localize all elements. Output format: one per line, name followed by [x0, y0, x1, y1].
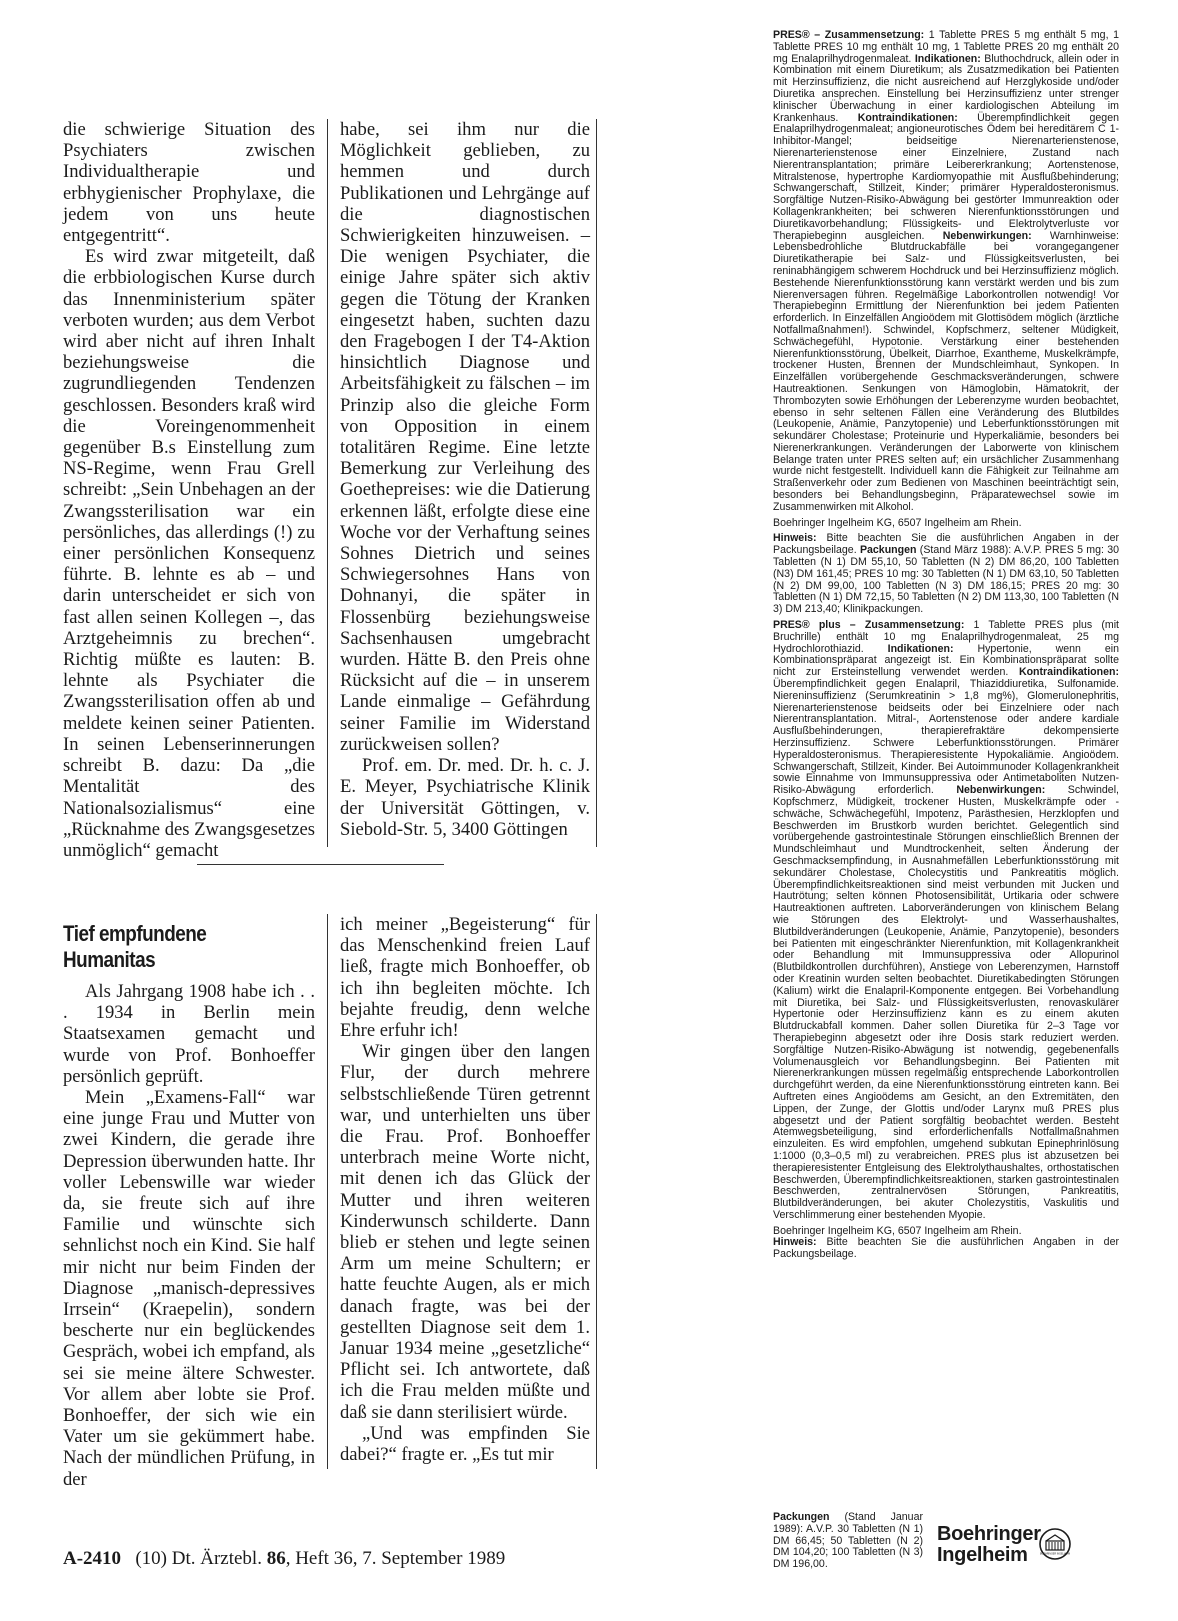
- logo-line: Ingelheim: [937, 1544, 1028, 1566]
- article2-column1: [63, 981, 315, 1490]
- pres-plus-packaging: [773, 1512, 923, 1571]
- page-footer: [63, 1548, 505, 1570]
- page-number: A-2410: [63, 1548, 122, 1569]
- issue-date: , Heft 36, 7. September 1989: [285, 1548, 506, 1569]
- pres-plus-hinweis: [773, 1237, 1119, 1261]
- packaging-label: Packungen: [773, 1511, 830, 1523]
- side-effects-label: Nebenwirkungen:: [956, 784, 1046, 797]
- journal-name: (10) Dt. Ärztebl.: [135, 1548, 262, 1569]
- indications-label: Indikationen:: [914, 52, 981, 65]
- pres-composition-label: PRES® – Zusammensetzung:: [773, 29, 925, 41]
- contraindications-text: Überempfindlichkeit gegen Enalaprilhydrogenmaleat; angioneurotisches Ödem bei hereditärem C 1-Inhibitor-Mangel; beidseitige Nierenarterienstenose, Nierenarterienstenose einer Einzelniere, Zustand nach Nierentransplantation; primäre Leibererkrankung; Aortenstenose, Mitralstenose, hypertrophe Kardiomyopathie mit Ausflußbehinderung; Schwangerschaft, Stillzeit, Kinder; primärer Hyperaldosteronismus. Sorgfältige Nutzen-Risiko-Abwägung bei gestörter Immunreaktion oder Kollagenkrankheiten; bei schweren Nierenfunktionsstörungen und Diuretikavorbehandlung; Flüssigkeits- und Elektrolytverluste vor Therapiebeginn ausgleichen.: [773, 111, 1119, 242]
- contraindications-text: Überempfindlichkeit gegen Enalapril, Thiaziddiuretika, Sulfonamide. Niereninsuffizienz (Serumkreatinin > 1,8 mg%), Glomerulonephritis, Nierenarterienstenose beidseits oder bei Einzelniere oder nach Nierentransplantation. Mitral-, Aortenstenose oder andere kardiale Ausflußbehinderungen, therapierefraktäre dekompensierte Herzinsuffizienz. Schwere Leberfunktionsstörungen. Primärer Hyperaldosteronismus. Therapieresistente Hypokaliämie. Angioödem. Schwangerschaft, Stillzeit, Kinder. Bei Autoimmunoder Kollagenkrankheit sowie Einnahme von Immunsuppressiva oder Antimetaboliten Nutzen-Risiko-Abwägung erforderlich.: [773, 678, 1119, 797]
- paragraph: Als Jahrgang 1908 habe ich . . . 1934 in Berlin mein Staatsexamen gemacht und wurde von Prof. Bonhoeffer persönlich geprüft.: [63, 981, 315, 1087]
- paragraph: Mein „Examens-Fall“ war eine junge Frau und Mutter von zwei Kindern, die gerade ihre Depression überwunden hatte. Ihr voller Lebenswille war wieder da, sie freute sich auf ihre Familie und wünschte sich sehnlichst noch ein Kind. Sie half mir nicht nur beim Finden der Diagnose „manisch-depressives Irrsein“ (Kraepelin), sondern bescherte nur ein beglückendes Gespräch, wobei ich empfand, als sei sie meine ältere Schwester. Vor allem aber lobte sie Prof. Bonhoeffer, der sich wie ein Vater um sie gekümmert habe. Nach der mündlichen Prüfung, in der: [63, 1087, 315, 1490]
- company-emblem-icon: [1039, 1528, 1071, 1560]
- contraindications-label: Kontraindikationen:: [857, 111, 958, 124]
- hinweis-label: Hinweis:: [773, 532, 817, 545]
- logo-line: Boehringer: [937, 1523, 1041, 1545]
- boehringer-logo: [937, 1524, 1127, 1570]
- paragraph: die schwierige Situation des Psychiaters zwischen Individualtherapie und erbhygienischer Prophylaxe, die jedem von uns heute entgegentritt“.: [63, 119, 315, 247]
- pres-composition-text: 1 Tablette PRES 5 mg enthält 5 mg, 1 Tablette PRES 10 mg enthält 10 mg, 1 Tablette PRES 20 mg enthält 20 mg Enalaprilhydrogenmaleat.: [773, 29, 1119, 65]
- indications-text: Hypertonie, wenn ein Kombinationspräparat angezeigt ist. Ein Kombinationspräparat sollte nicht zur Ersteinstellung verwendet werden.: [773, 642, 1120, 679]
- hinweis-label: Hinweis:: [773, 1236, 817, 1249]
- drug-advertisement: [773, 30, 1119, 1261]
- column-divider: [327, 914, 328, 1469]
- side-effects-label: Nebenwirkungen:: [942, 229, 1032, 242]
- side-effects-text: Warnhinweise: Lebensbedrohliche Blutdruckabfälle bei vorangegangener Diuretikatherapie bei Salz- und Flüssigkeitsverlusten, bei reninabhängigem schwerem Hochdruck und bei Herzinsuffizienz möglich. Bestehende Nierenfunktionsstörung kann verstärkt werden und bis zum Nierenversagen führen. Regelmäßige Laborkontrollen notwendig! Vor Therapiebeginn Ermittlung der Nierenfunktion bei jedem Patienten erforderlich. In Einzelfällen Angioödem mit Glottisödem möglich (ärztliche Notfallmaßnahmen!). Schwindel, Kopfschmerz, seltener Müdigkeit, Schwächegefühl, Hypotonie. Verstärkung einer bestehenden Nierenfunktionsstörung, Übelkeit, Diarrhoe, Exantheme, Muskelkrämpfe, trockener Husten, Brennen der Mundschleimhaut, Synkopen. In Einzelfällen vorübergehende Geschmacksveränderungen, schwere Hautreaktionen. Senkungen von Hämoglobin, Hämatokrit, der Thrombozyten sowie Erhöhungen der Leberenzyme wurden beobachtet, ebenso in sehr seltenen Fällen eine Veränderung des Blutbildes (Leukopenie, Anämie, Panzytopenie) und Leberfunktionsstörungen mit sekundärer Cholestase; Proteinurie und Hyperkaliämie, besonders bei Nierenerkrankungen. Veränderungen der Laborwerte von klinischem Belange traten unter PRES selten auf; ein ursächlicher Zusammenhang wurde nicht festgestellt. Individuell kann die Fähigkeit zur Teilnahme am Straßenverkehr oder zum Bedienen von Maschinen beeinträchtigt sein, besonders bei Behandlungsbeginn, Präparatewechsel sowie im Zusammenwirken mit Alkohol.: [773, 229, 1119, 513]
- logo-wordmark: [937, 1524, 1041, 1566]
- article1-column2: [340, 119, 590, 840]
- column-divider: [327, 119, 328, 847]
- column-divider: [596, 914, 597, 1469]
- column-divider: [596, 119, 597, 847]
- article-heading: Tief empfundene Humanitas: [63, 921, 207, 972]
- pres-plus-composition-label: PRES® plus – Zusammensetzung:: [773, 619, 965, 632]
- paragraph: Es wird zwar mitgeteilt, daß die erbbiologischen Kurse durch das Innenministerium später verboten wurden; aus dem Verbot wird aber nicht auf ihren Inhalt beziehungsweise die zugrundliegenden Tendenzen geschlossen. Besonders kraß wird die Voreingenommenheit gegenüber B.s Einstellung zum NS-Regime, wenn Frau Grell schreibt: „Sein Unbehagen an der Zwangssterilisation war ein persönliches, das allerdings (!) zu einer persönlichen Konsequenz führte. B. lehnte es ab – und darin unterscheidet er sich von fast allen seinen Kollegen –, das Arztgeheimnis zu brechen“. Richtig müßte es lauten: B. lehnte als Psychiater die Zwangssterilisation offen ab und meldete keinen seiner Patienten. In seinen Lebenserinnerungen schreibt B. dazu: Da „die Mentalität des Nationalsozialismus“ eine „Rücknahme des Zwangsgesetzes unmöglich“ gemacht: [63, 246, 315, 861]
- journal-volume: 86: [266, 1548, 286, 1569]
- pres-packaging: [773, 533, 1119, 616]
- packaging-text: (Stand März 1988): A.V.P. PRES 5 mg: 30 Tabletten (N 1) DM 55,10, 50 Tabletten (N 2) DM 86,20, 100 Tabletten (N3) DM 161,45; PRES 10 mg: 30 Tabletten (N 1) DM 63,10, 50 Tabletten (N 2) DM 99,00, 100 Tabletten (N 3) DM 186,15; PRES 20 mg: 30 Tabletten (N 1) DM 72,15, 50 Tabletten (N 2) DM 113,30, 100 Tabletten (N 3) DM 213,40; Klinikpackungen.: [773, 544, 1120, 616]
- company-address: Boehringer Ingelheim KG, 6507 Ingelheim am Rhein.: [773, 1224, 1022, 1237]
- pres-plus-info: [773, 620, 1119, 1222]
- indications-label: Indikationen:: [887, 642, 954, 655]
- indications-text: Bluthochdruck, allein oder in Kombination mit einem Diuretikum; als Zusatzmedikation bei Patienten mit Herzinsuffizienz, die nicht ausreichend auf Herzglykoside und/oder Diuretika ansprechen. Einstellung bei Herzinsuffizienz unter strenger klinischer Überwachung in einer kardiologischen Abteilung im Krankenhaus.: [773, 52, 1119, 124]
- company-address: Boehringer Ingelheim KG, 6507 Ingelheim am Rhein.: [773, 516, 1022, 529]
- paragraph: Wir gingen über den langen Flur, der durch mehrere selbstschließende Türen getrennt war, und unterhielten uns über die Frau. Prof. Bonhoeffer unterbrach meine Worte nicht, mit denen ich das Glück der Mutter und ihren weiteren Kinderwunsch schilderte. Dann blieb er stehen und legte seinen Arm um meine Schultern; er hatte feuchte Augen, als er mich danach fragte, was bei der gestellten Diagnose seit dem 1. Januar 1934 meine „gesetzliche“ Pflicht sei. Ich antwortete, daß ich die Frau melden müßte und daß sie dann sterilisiert würde.: [340, 1041, 590, 1423]
- section-separator: [197, 864, 444, 865]
- contraindications-label: Kontraindikationen:: [1018, 666, 1119, 679]
- paragraph: ich meiner „Begeisterung“ für das Menschenkind freien Lauf ließ, fragte mich Bonhoeffer, ob ich ihn begleiten möchte. Ich bejahte freudig, denn welche Ehre erfuhr ich!: [340, 914, 590, 1042]
- emblem-caption: BOEHRINGER INGELHEIM: [1040, 1552, 1070, 1556]
- paragraph: habe, sei ihm nur die Möglichkeit geblieben, zu hemmen und durch Publikationen und Lehrgänge auf die diagnostischen Schwierigkeiten hinzuweisen. – Die wenigen Psychiater, die einige Jahre später sich aktiv gegen die Tötung der Kranken eingesetzt haben, suchten dazu den Fragebogen I der T4-Aktion hinsichtlich Diagnose und Arbeitsfähigkeit zu fälschen – im Prinzip also die gleiche Form von Opposition in einem totalitären Regime. Eine letzte Bemerkung zur Verleihung des Goethepreises: wie die Datierung erkennen läßt, erfolgte diese eine Woche vor der Verhaftung seines Sohnes Dietrich und seines Schwiegersohnes Hans von Dohnanyi, die später in Flossenbürg beziehungsweise Sachsenhausen umgebracht wurden. Hätte B. den Preis ohne Rücksicht auf die – in unserem Lande einmalige – Gefährdung seiner Familie im Widerstand zurückweisen sollen?: [340, 119, 590, 755]
- author-signature: Prof. em. Dr. med. Dr. h. c. J. E. Meyer, Psychiatrische Klinik der Universität Göttingen, v. Siebold-Str. 5, 3400 Göttingen: [340, 755, 590, 840]
- hinweis-text: Bitte beachten Sie die ausführlichen Angaben in der Packungsbeilage.: [773, 1236, 1119, 1261]
- article2-column2: [340, 914, 590, 1465]
- paragraph: „Und was empfinden Sie dabei?“ fragte er. „Es tut mir: [340, 1422, 590, 1466]
- hinweis-text: Bitte beachten Sie die ausführlichen Angaben in der Packungsbeilage.: [773, 532, 1119, 557]
- side-effects-text: Schwindel, Kopfschmerz, Müdigkeit, trockener Husten, Muskelkrämpfe oder -schwäche, Schwächegefühl, Impotenz, Parästhesien, Herzklopfen und Beschwerden im Brustkorb wurden berichtet. Gelegentlich sind vorübergehende gastrointestinale Störungen einschließlich Brennen der Mundschleimhaut und Mundtrockenheit, selten Änderung der Geschmacksempfindung, in Ausnahmefällen Leberfunktionsstörung mit sekundärer Cholestase, Cholecystitis und Pankreatitis möglich. Überempfindlichkeitsreaktionen sind meist verbunden mit Jucken und Hautrötung; selten können Photosensibilität, Urtikaria oder schwere Hautreaktionen auftreten. Laborveränderungen von klinischem Belang wie Störungen des Elektrolyt- und Wasserhaushaltes, Blutbildveränderungen (Leukopenie, Anämie, Panzytopenie), besonders bei Patienten mit eingeschränkter Nierenfunktion, mit Kollagenkrankheit oder Behandlung mit Immunsuppressiva oder Allopurinol (Blutbildkontrollen durchführen), Anstiege von Leberenzymen, Harnstoff oder Kreatinin wurden selten beobachtet. Diuretikabedingten Störungen (Kalium) wirkt die Enalapril-Komponente entgegen. Bei Vorbehandlung mit Diuretika, bei Salz- und Flüssigkeitsverlusten, renovaskulärer Hypertonie oder Herzinsuffizienz kann es zu einem akuten Blutdruckabfall kommen. Daher sollen Diuretika für 2–3 Tage vor Therapiebeginn abgesetzt oder ihre Dosis stark reduziert werden. Sorgfältige Nutzen-Risiko-Abwägung ist notwendig, gegebenenfalls Volumenausgleich vor Behandlungsbeginn. Bei Patienten mit Nierenerkrankungen müssen regelmäßig entsprechende Laborkontrollen durchgeführt werden, da eine Nierenfunktionsstörung eintreten kann. Bei Auftreten eines Angioödems am Gesicht, an den Extremitäten, den Lippen, der Zunge, der Glottis und/oder Larynx muß PRES plus abgesetzt und der Patient sorgfältig beobachtet werden. Besteht Atemwegsbeteiligung, sind erforderlichenfalls Notfallmaßnahmen einzuleiten. Es wird empfohlen, umgehend subkutan Epinephrinlösung 1:1000 (0,3–0,5 ml) zu verabreichen. PRES plus ist abzusetzen bei therapieresistenter Entgleisung des Elektrolythaushaltes, orthostatischen Beschwerden, Überempfindlichkeitsreaktionen, starken gastrointestinalen Beschwerden, zentralnervösen Störungen, Pankreatitis, Blutbildveränderungen, bei akuter Cholezystitis, Vaskulitis und Verschlimmerung einer bestehenden Myopie.: [773, 784, 1119, 1221]
- pres-info: [773, 30, 1119, 514]
- pres-plus-composition-text: 1 Tablette PRES plus (mit Bruchrille) enthält 10 mg Enalaprilhydrogenmaleat, 25 mg Hydrochlorothiazid.: [773, 619, 1120, 655]
- article1-column1: [63, 119, 315, 861]
- packaging-text: (Stand Januar 1989): A.V.P. 30 Tabletten (N 1) DM 66,45; 50 Tabletten (N 2) DM 104,20; 100 Tabletten (N 3) DM 196,00.: [773, 1511, 923, 1571]
- packaging-label: Packungen: [859, 544, 917, 557]
